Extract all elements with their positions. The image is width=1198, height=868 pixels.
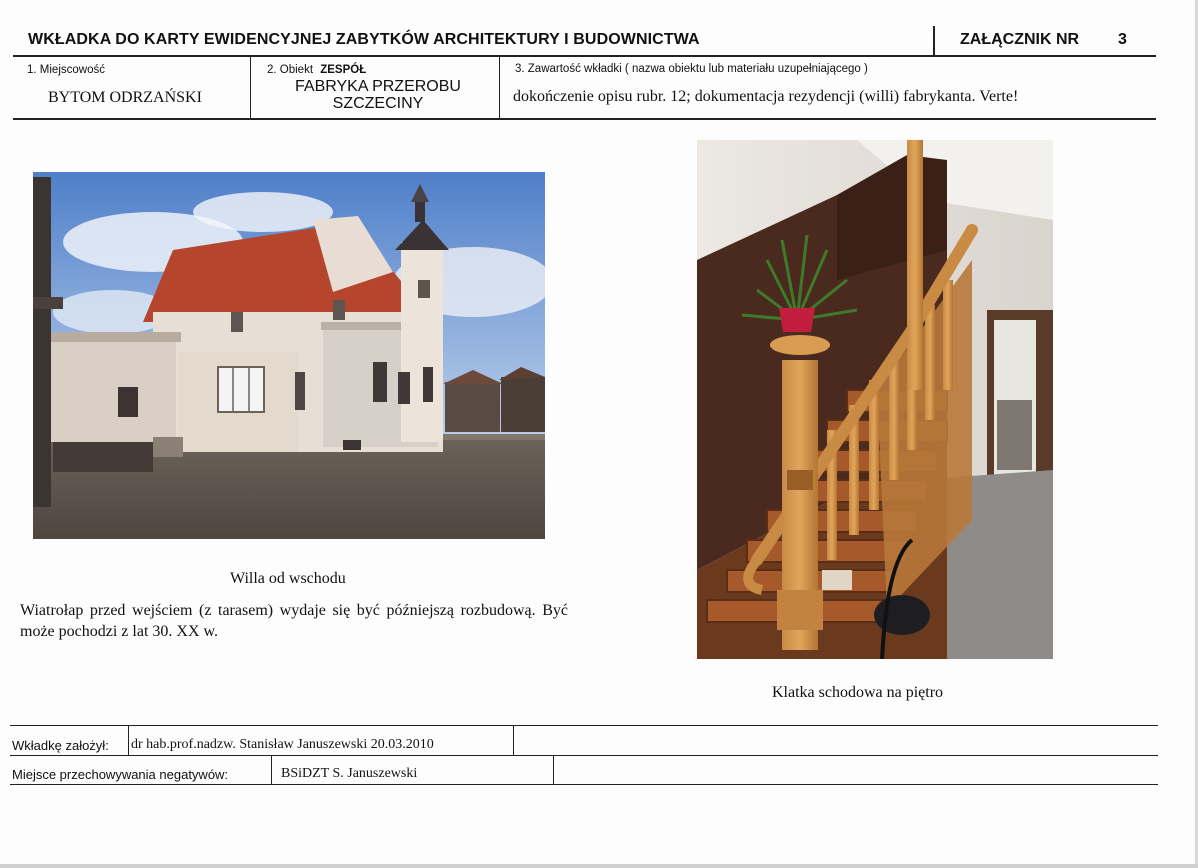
annex-label: ZAŁĄCZNIK NR (960, 31, 1080, 48)
field-2-label-bold: ZESPÓŁ (320, 64, 367, 76)
footer-rule-middle (10, 755, 1158, 756)
footer-divider-4 (553, 756, 554, 784)
staircase-caption: Klatka schodowa na piętro (772, 684, 944, 701)
annex-number: 3 (1118, 31, 1127, 48)
villa-description: Wiatrołap przed wejściem (z tarasem) wydaje się być późniejszą rozbudową. Być może pochodzi z lat 30. XX w. (20, 602, 568, 640)
scan-edge-bottom (0, 864, 1198, 868)
staircase-photo (697, 140, 1053, 659)
field-1-label: 1. Miejscowość (27, 64, 105, 76)
footer-divider-1 (128, 726, 129, 755)
footer-divider-3 (271, 756, 272, 784)
storage-label: Miejsce przechowywania negatywów: (12, 767, 229, 782)
footer-rule-top (10, 725, 1158, 726)
storage-value: BSiDZT S. Januszewski (281, 766, 418, 781)
header-divider (933, 26, 935, 56)
villa-photo (33, 172, 545, 539)
field-2-label-text: 2. Obiekt (267, 64, 314, 76)
field-3-label: 3. Zawartość wkładki ( nazwa obiektu lub materiału uzupełniającego ) (515, 63, 868, 75)
footer-rule-bottom (10, 784, 1158, 785)
footer-divider-2 (513, 726, 514, 755)
villa-caption: Willa od wschodu (230, 570, 346, 587)
field-2-value: FABRYKA PRZEROBU SZCZECINY (295, 78, 461, 112)
field-divider-2 (499, 57, 500, 119)
author-value: dr hab.prof.nadzw. Stanisław Januszewski 20.03.2010 (131, 737, 434, 752)
header-rule (13, 55, 1156, 57)
field-3-value: dokończenie opisu rubr. 12; dokumentacja rezydencji (willi) fabrykanta. Verte! (513, 88, 1019, 105)
document-title: WKŁADKA DO KARTY EWIDENCYJNEJ ZABYTKÓW ARCHITEKTURY I BUDOWNICTWA (28, 31, 700, 48)
field-2-label (267, 64, 366, 76)
author-label: Wkładkę założył: (12, 738, 109, 753)
field-divider-1 (250, 57, 251, 119)
field-1-value: BYTOM ODRZAŃSKI (48, 89, 202, 106)
fields-rule (13, 118, 1156, 120)
